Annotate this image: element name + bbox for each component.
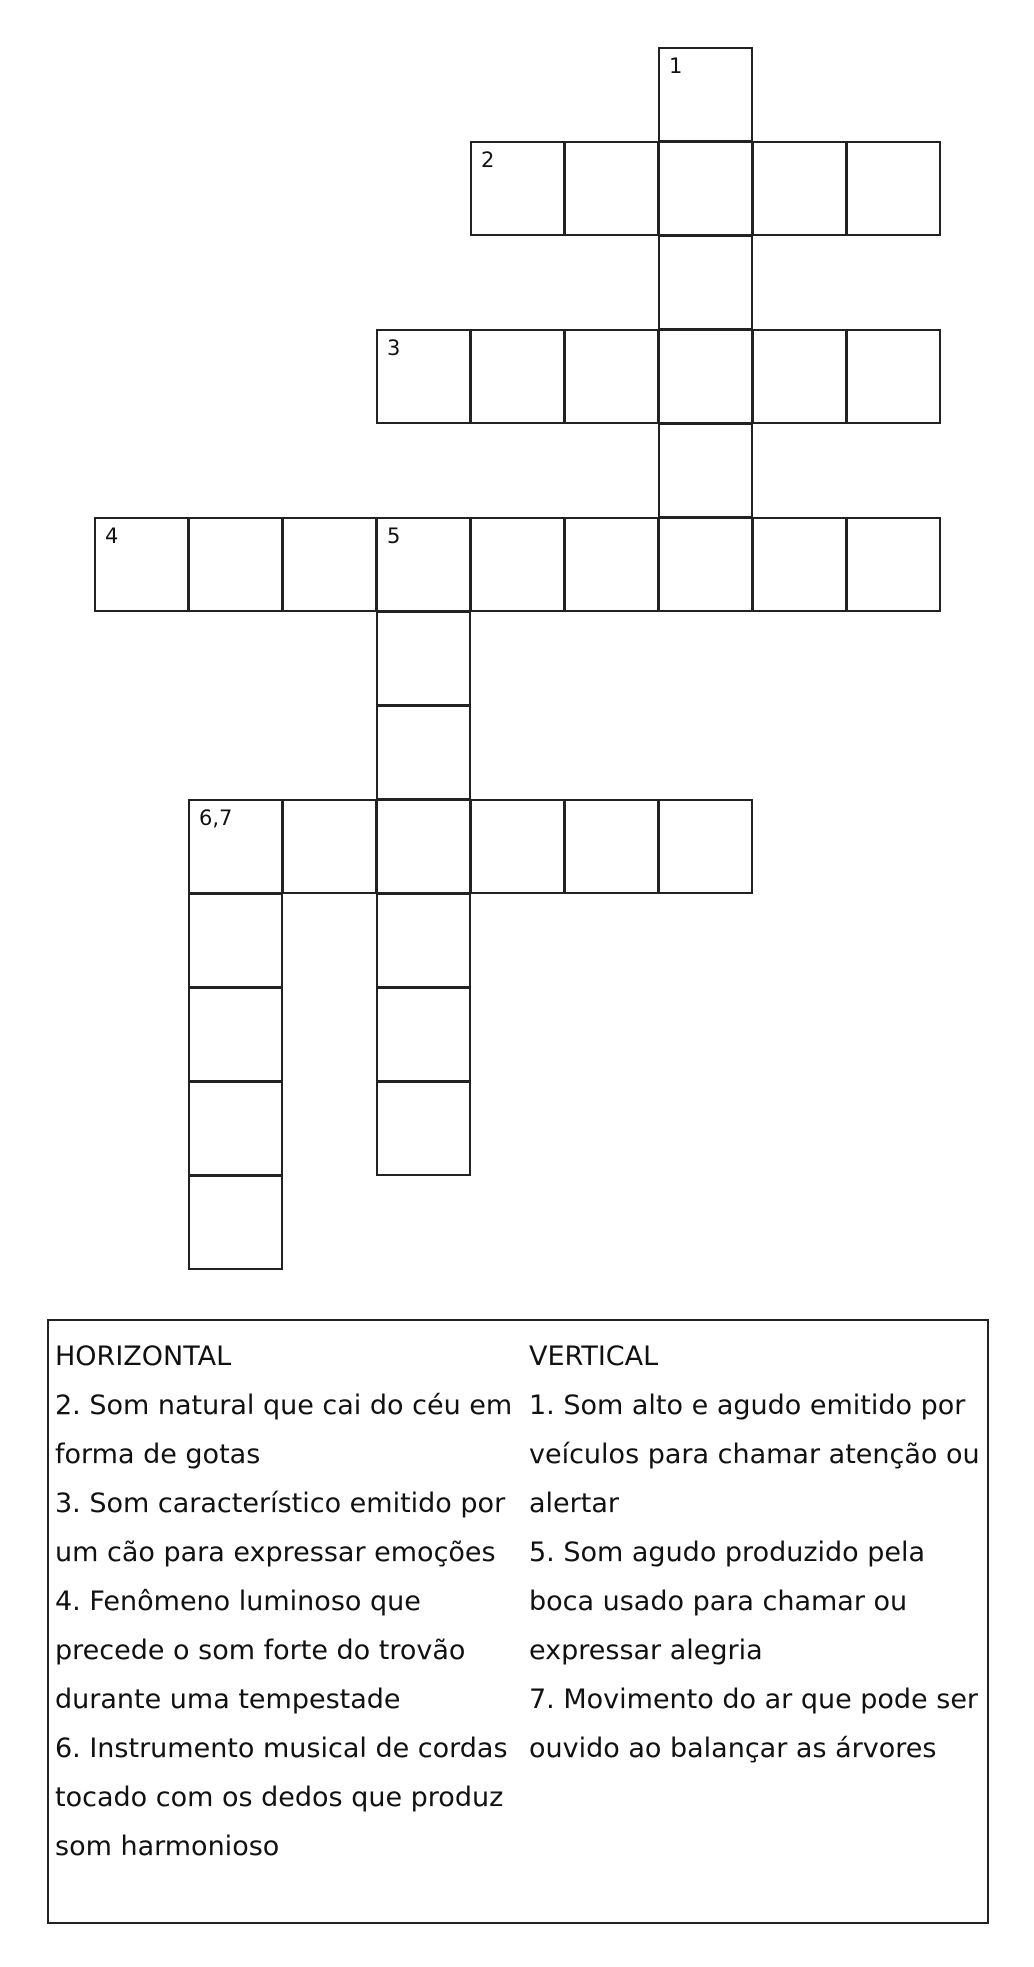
crossword-cell[interactable] xyxy=(376,705,471,800)
crossword-cell[interactable] xyxy=(376,987,471,1082)
crossword-cell[interactable] xyxy=(846,329,941,424)
crossword-cell[interactable] xyxy=(658,329,753,424)
crossword-cell[interactable] xyxy=(188,987,283,1082)
clue-number: 3 xyxy=(387,336,401,360)
vertical-clues xyxy=(529,1332,984,1773)
clue-number: 1 xyxy=(669,54,683,78)
clues-box xyxy=(47,1319,989,1924)
crossword-cell[interactable] xyxy=(752,329,847,424)
crossword-cell[interactable] xyxy=(846,517,941,612)
clue-horizontal-3 xyxy=(55,1479,523,1577)
clue-line: 2. Som natural que cai do céu em xyxy=(55,1390,513,1421)
crossword-cell[interactable] xyxy=(752,141,847,236)
clue-number: 4 xyxy=(105,524,119,548)
crossword-cell[interactable] xyxy=(376,893,471,988)
clue-horizontal-6 xyxy=(55,1724,523,1871)
crossword-cell[interactable] xyxy=(470,141,565,236)
clue-line: 3. Som característico emitido por xyxy=(55,1488,506,1519)
crossword-cell[interactable] xyxy=(564,329,659,424)
crossword-cell[interactable] xyxy=(282,799,377,894)
clue-vertical-5 xyxy=(529,1528,984,1675)
crossword-cell[interactable] xyxy=(470,517,565,612)
crossword-cell[interactable] xyxy=(564,141,659,236)
crossword-cell[interactable] xyxy=(376,1081,471,1176)
crossword-cell[interactable] xyxy=(752,517,847,612)
clue-line: ouvido ao balançar as árvores xyxy=(529,1733,937,1764)
crossword-cell[interactable] xyxy=(188,893,283,988)
clue-horizontal-2 xyxy=(55,1381,523,1479)
clue-number: 5 xyxy=(387,524,401,548)
clue-line: 6. Instrumento musical de cordas xyxy=(55,1733,508,1764)
crossword-cell[interactable] xyxy=(846,141,941,236)
clue-vertical-7 xyxy=(529,1675,984,1773)
crossword-cell[interactable] xyxy=(376,329,471,424)
clue-line: um cão para expressar emoções xyxy=(55,1537,496,1568)
clue-line: 1. Som alto e agudo emitido por xyxy=(529,1390,966,1421)
clue-line: som harmonioso xyxy=(55,1831,280,1862)
crossword-cell[interactable] xyxy=(94,517,189,612)
crossword-cell[interactable] xyxy=(564,517,659,612)
crossword-cell[interactable] xyxy=(188,1175,283,1270)
clue-horizontal-4 xyxy=(55,1577,523,1724)
clue-line: veículos para chamar atenção ou xyxy=(529,1439,980,1470)
clue-number: 6,7 xyxy=(199,806,233,830)
clue-line: 5. Som agudo produzido pela xyxy=(529,1537,926,1568)
crossword-cell[interactable] xyxy=(470,329,565,424)
crossword-cell[interactable] xyxy=(658,47,753,142)
clue-number: 2 xyxy=(481,148,495,172)
crossword-cell[interactable] xyxy=(470,799,565,894)
crossword-cell[interactable] xyxy=(282,517,377,612)
clue-line: alertar xyxy=(529,1488,619,1519)
clue-line: precede o som forte do trovão xyxy=(55,1635,466,1666)
clue-line: forma de gotas xyxy=(55,1439,261,1470)
clue-vertical-1 xyxy=(529,1381,984,1528)
crossword-cell[interactable] xyxy=(658,141,753,236)
clue-line: boca usado para chamar ou xyxy=(529,1586,908,1617)
horizontal-title: HORIZONTAL xyxy=(55,1341,232,1372)
crossword-cell[interactable] xyxy=(188,799,283,894)
crossword-cell[interactable] xyxy=(188,1081,283,1176)
clue-line: 4. Fenômeno luminoso que xyxy=(55,1586,421,1617)
crossword-cell[interactable] xyxy=(658,799,753,894)
crossword-cell[interactable] xyxy=(376,611,471,706)
crossword-cell[interactable] xyxy=(188,517,283,612)
crossword-cell[interactable] xyxy=(658,423,753,518)
crossword-cell[interactable] xyxy=(376,517,471,612)
clue-line: durante uma tempestade xyxy=(55,1684,401,1715)
crossword-cell[interactable] xyxy=(658,517,753,612)
crossword-cell[interactable] xyxy=(658,235,753,330)
crossword-cell[interactable] xyxy=(376,799,471,894)
vertical-title: VERTICAL xyxy=(529,1341,659,1372)
crossword-cell[interactable] xyxy=(564,799,659,894)
clue-line: 7. Movimento do ar que pode ser xyxy=(529,1684,979,1715)
clue-line: tocado com os dedos que produz xyxy=(55,1782,504,1813)
horizontal-clues xyxy=(55,1332,523,1871)
clue-line: expressar alegria xyxy=(529,1635,763,1666)
